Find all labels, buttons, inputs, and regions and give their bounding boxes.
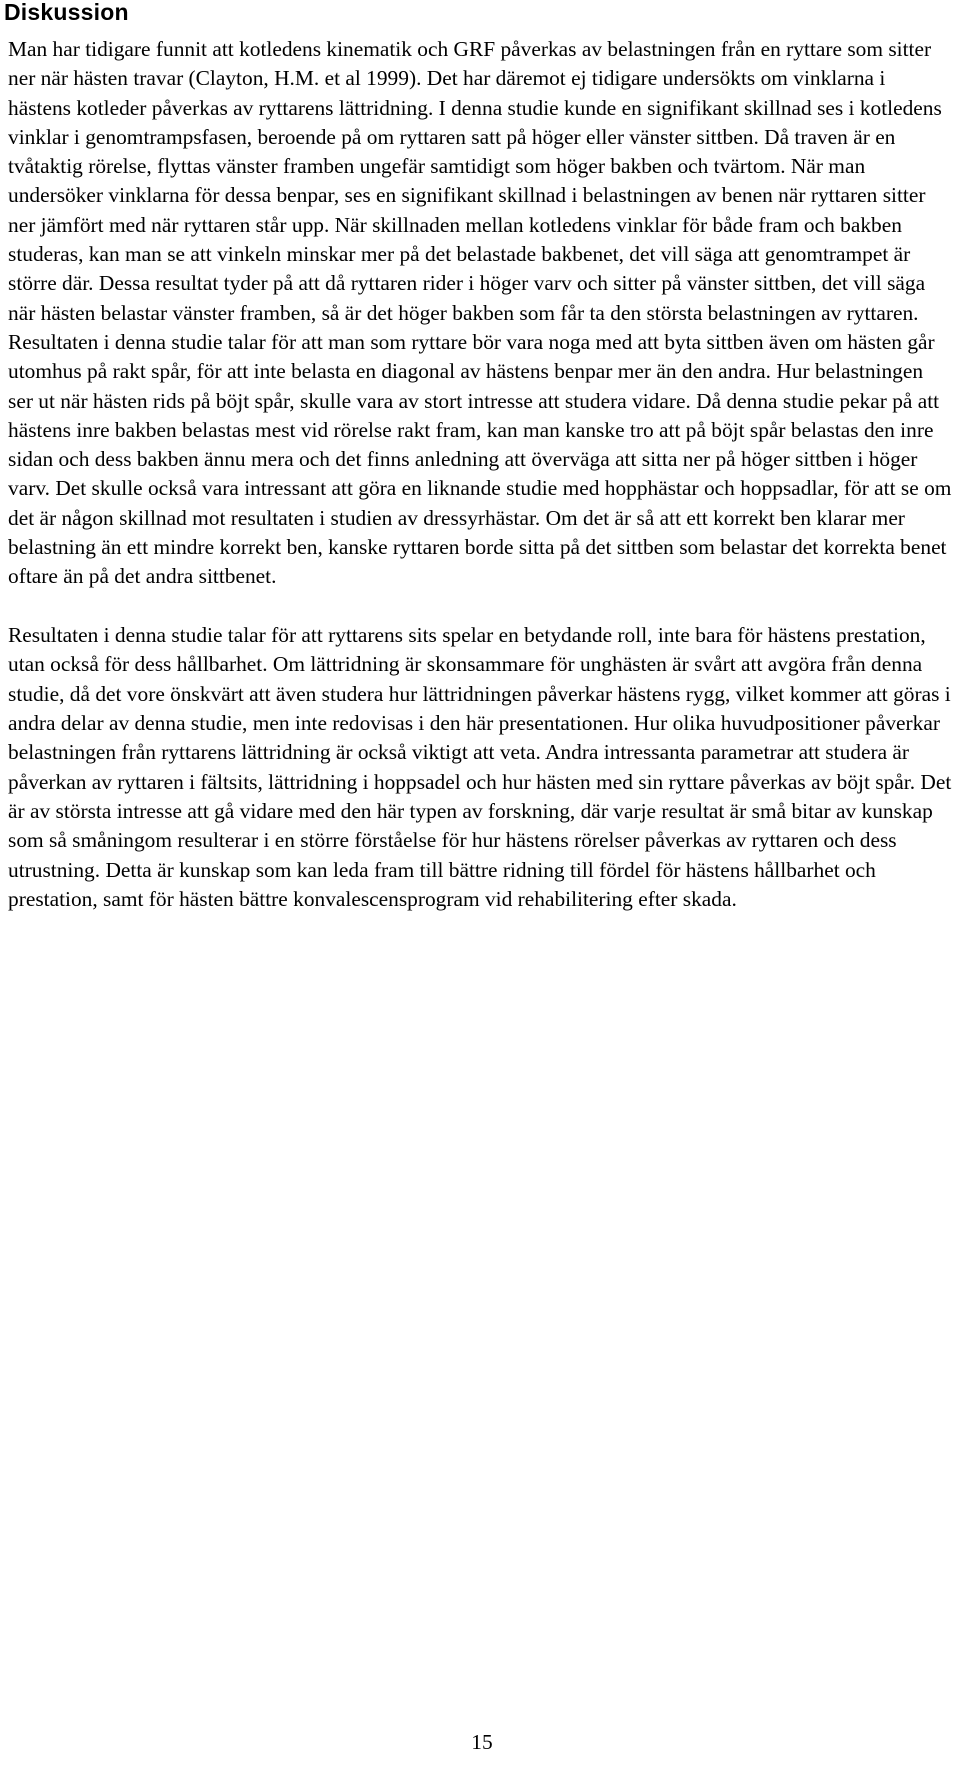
page-number: 15 xyxy=(471,1730,493,1754)
paragraph-discussion-2: Resultaten i denna studie talar för att ryttarens sits spelar en betydande roll, inte bara för hästens prestation, utan också för dess hållbarhet. Om lättridning är skonsammare för unghästen är svårt att avgöra från denna studie, då det vore önskvärt att även studera hur lättridningen påverkar hästens rygg, vilket kommer att göras i andra delar av denna studie, men inte redovisas i den här presentationen. Hur olika huvudpositioner påverkar belastningen från ryttarens lättridning är också viktigt att veta. Andra intressanta parametrar att studera är påverkan av ryttaren i fältsits, lättridning i hoppsadel och hur hästen med sin ryttare påverkas av böjt spår. Det är av största intresse att gå vidare med den här typen av forskning, där varje resultat är små bitar av kunskap som så småningom resulterar i en större förståelse för hur hästens rörelser påverkas av ryttaren och dess utrustning. Detta är kunskap som kan leda fram till bättre ridning till fördel för hästens hållbarhet och prestation, samt för hästen bättre konvalescensprogram vid rehabilitering efter skada. xyxy=(8,623,952,911)
paragraph-discussion-1: Man har tidigare funnit att kotledens kinematik och GRF påverkas av belastningen från en ryttare som sitter ner när hästen travar (Clayton, H.M. et al 1999). Det har däremot ej tidigare undersökts om vinklarna i hästens kotleder påverkas av ryttarens lättridning. I denna studie kunde en signifikant skillnad ses i kotledens vinklar i genomtrampsfasen, beroende på om ryttaren satt på höger eller vänster sittben. Då traven är en tvåtaktig rörelse, flyttas vänster framben ungefär samtidigt som höger bakben och tvärtom. När man undersöker vinklarna för dessa benpar, ses en signifikant skillnad i belastningen av benen när ryttaren sitter ner jämfört med när ryttaren står upp. När skillnaden mellan kotledens vinklar för både fram och bakben studeras, kan man se att vinkeln minskar mer på det belastade bakbenet, det vill säga att genomtrampet är större där. Dessa resultat tyder på att då ryttaren rider i höger varv och sitter på vänster sittben, det vill säga när hästen belastar vänster framben, så är det höger bakben som får ta den största belastningen av ryttaren. Resultaten i denna studie talar för att man som ryttare bör vara noga med att byta sittben även om hästen går utomhus på rakt spår, för att inte belasta en diagonal av hästens benpar mer än den andra. Hur belastningen ser ut när hästen rids på böjt spår, skulle vara av stort intresse att studera vidare. Då denna studie pekar på att hästens inre bakben belastas mest vid rörelse rakt fram, kan man kanske tro att på böjt spår belastas den inre sidan och dess bakben ännu mera och det finns anledning att överväga att sitta ner på höger sittben i höger varv. Det skulle också vara intressant att göra en liknande studie med hopphästar och hoppsadlar, för att se om det är någon skillnad mot resultaten i studien av dressyrhästar. Om det är så att ett korrekt ben klarar mer belastning än ett mindre korrekt ben, kanske ryttaren borde sitta på det sittben som belastar det korrekta benet oftare än på det andra sittbenet. xyxy=(8,37,952,589)
body-text xyxy=(8,35,952,914)
page-number-container xyxy=(0,1730,960,1754)
section-heading: Diskussion xyxy=(4,0,129,25)
